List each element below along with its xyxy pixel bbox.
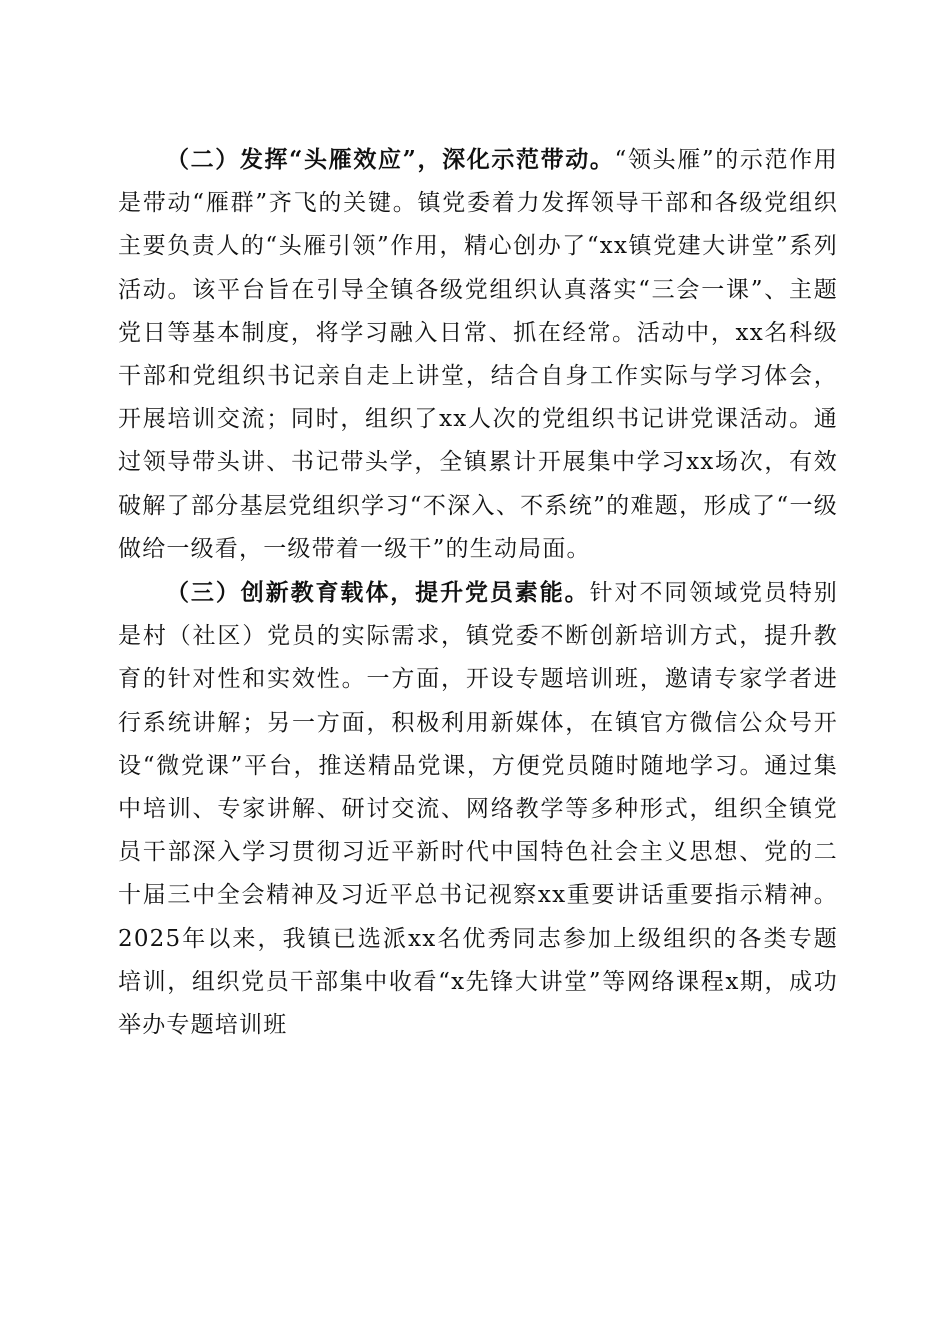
section-2-heading: （二）发挥“头雁效应”，深化示范带动。 — [166, 146, 615, 173]
document-page — [118, 138, 838, 1047]
paragraph-section-3 — [118, 571, 838, 1047]
paragraph-section-2 — [118, 138, 838, 571]
section-3-body: 针对不同领域党员特别是村（社区）党员的实际需求，镇党委不断创新培训方式，提升教育的针对性和实效性。一方面，开设专题培训班，邀请专家学者进行系统讲解；另一方面，积极利用新媒体，在镇官方微信公众号开设“微党课”平台，推送精品党课，方便党员随时随地学习。通过集中培训、专家讲解、研讨交流、网络教学等多种形式，组织全镇党员干部深入学习贯彻习近平新时代中国特色社会主义思想、党的二十届三中全会精神及习近平总书记视察xx重要讲话重要指示精神。2025年以来，我镇已选派xx名优秀同志参加上级组织的各类专题培训，组织党员干部集中收看“x先锋大讲堂”等网络课程x期，成功举办专题培训班 — [118, 580, 838, 1039]
section-3-heading: （三）创新教育载体，提升党员素能。 — [166, 579, 590, 607]
section-2-body: “领头雁”的示范作用是带动“雁群”齐飞的关键。镇党委着力发挥领导干部和各级党组织主要负责人的“头雁引领”作用，精心创办了“xx镇党建大讲堂”系列活动。该平台旨在引导全镇各级党组织认真落实“三会一课”、主题党日等基本制度，将学习融入日常、抓在经常。活动中，xx名科级干部和党组织书记亲自走上讲堂，结合自身工作实际与学习体会，开展培训交流；同时，组织了xx人次的党组织书记讲党课活动。通过领导带头讲、书记带头学，全镇累计开展集中学习xx场次，有效破解了部分基层党组织学习“不深入、不系统”的难题，形成了“一级做给一级看，一级带着一级干”的生动局面。 — [118, 147, 838, 562]
